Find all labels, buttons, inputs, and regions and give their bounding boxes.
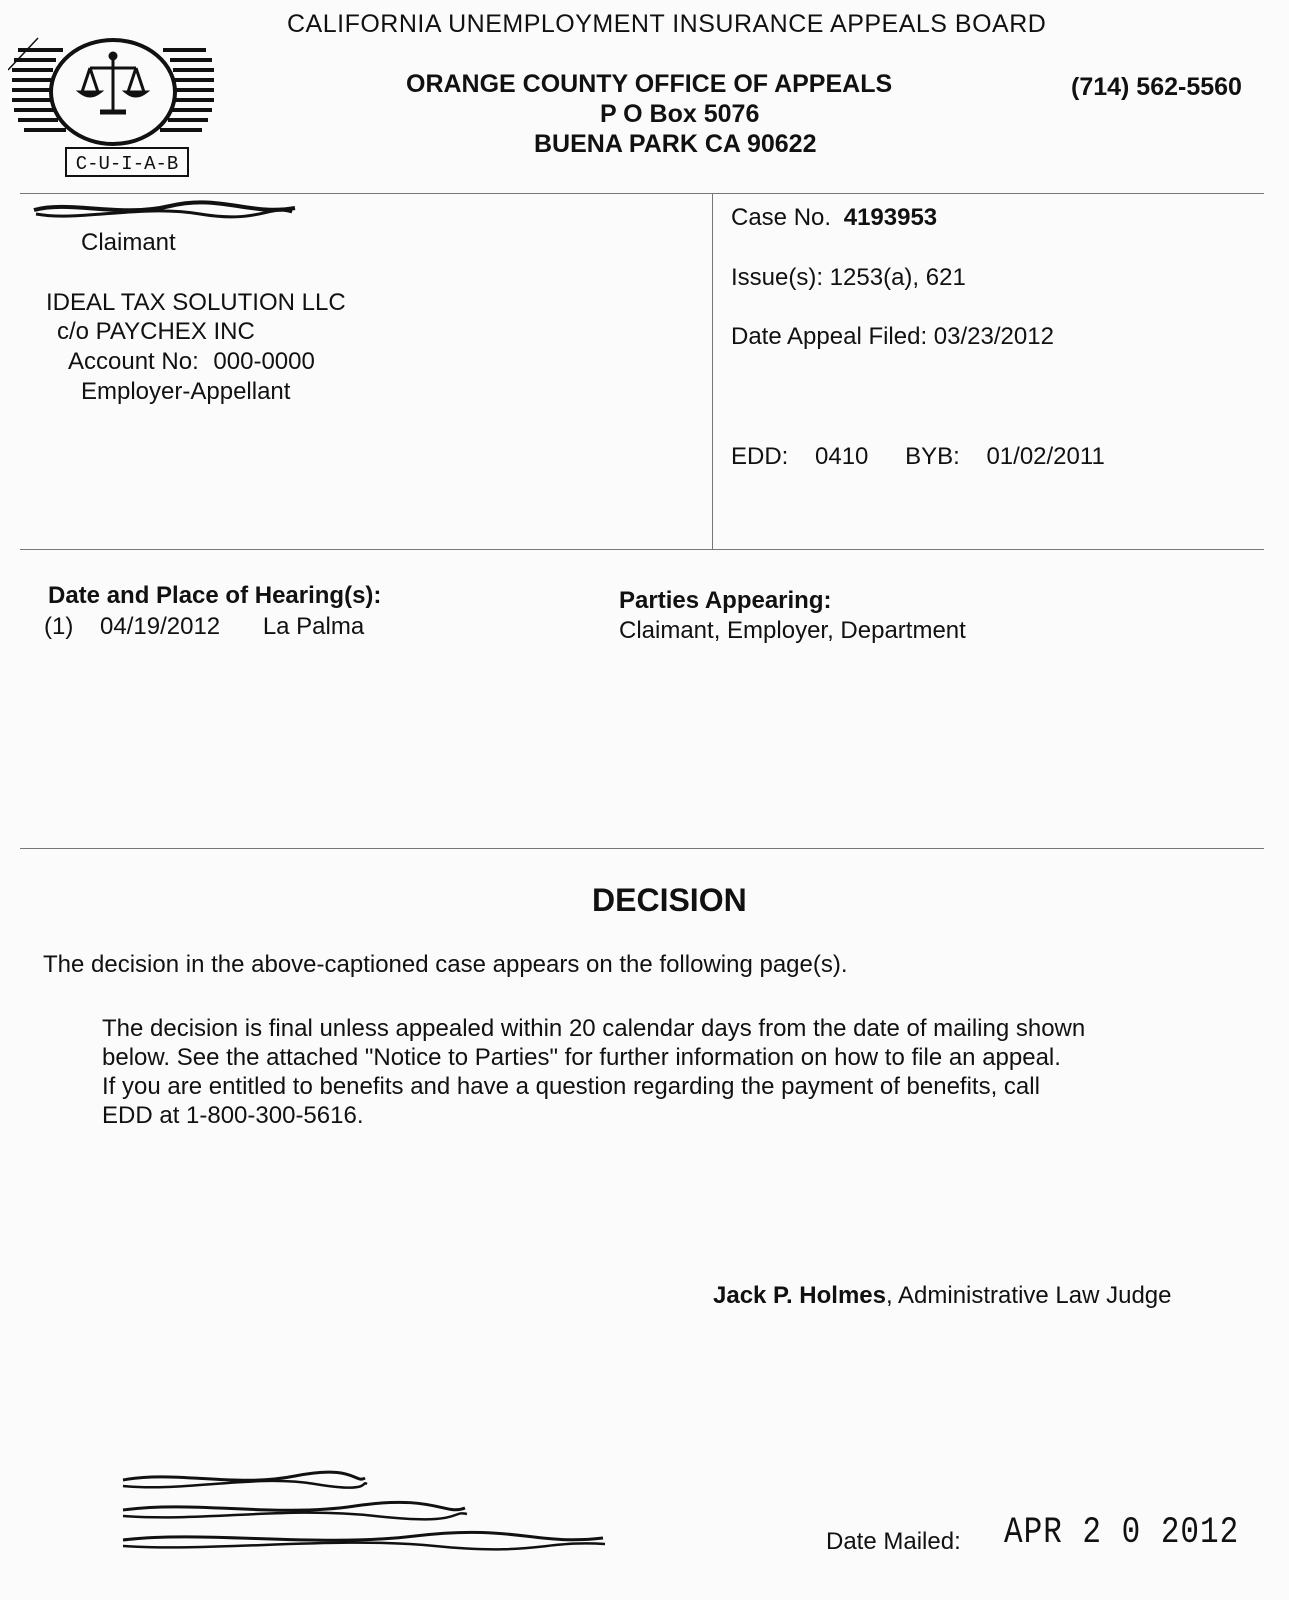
parties-appearing-heading: Parties Appearing: <box>619 587 832 614</box>
office-phone: (714) 562-5560 <box>1071 73 1242 101</box>
redacted-claimant-name <box>30 198 300 224</box>
redacted-mailing-address <box>115 1466 615 1566</box>
account-label: Account No: <box>68 348 199 375</box>
office-name: ORANGE COUNTY OFFICE OF APPEALS <box>406 70 893 98</box>
decision-line: The decision is final unless appealed within 20 calendar days from the date of mailing shown <box>102 1015 1086 1042</box>
judge-title: , Administrative Law Judge <box>886 1282 1172 1309</box>
decision-line: If you are entitled to benefits and have a question regarding the payment of benefits, call <box>102 1073 1040 1100</box>
board-title: CALIFORNIA UNEMPLOYMENT INSURANCE APPEALS BOARD <box>287 10 1047 38</box>
employer-role: Employer-Appellant <box>81 378 291 405</box>
office-po-box: P O Box 5076 <box>600 100 760 128</box>
decision-notice <box>102 1014 1085 1130</box>
decision-heading: DECISION <box>592 882 747 918</box>
date-mailed-stamp: APR 2 0 2012 <box>1004 1512 1240 1554</box>
employer-name: IDEAL TAX SOLUTION LLC <box>46 289 346 316</box>
hearing-place: La Palma <box>262 613 365 640</box>
edd-label: EDD: <box>731 443 789 470</box>
case-number-row <box>731 204 937 232</box>
case-issues: Issue(s): 1253(a), 621 <box>731 264 966 291</box>
date-mailed-label: Date Mailed: <box>826 1528 961 1555</box>
edd-byb-row <box>731 443 1105 471</box>
byb-label: BYB: <box>905 443 960 470</box>
account-number: 000-0000 <box>213 348 315 375</box>
case-number-label: Case No. <box>731 204 832 231</box>
decision-divider <box>20 848 1264 849</box>
hearing-heading: Date and Place of Hearing(s): <box>48 582 382 609</box>
logo-lettering: C-U-I-A-B <box>75 153 179 175</box>
cuiab-logo <box>8 30 218 190</box>
hearing-row <box>44 613 364 641</box>
decision-line: below. See the attached "Notice to Parties" for further information on how to file an appeal. <box>102 1044 1061 1071</box>
account-number-row <box>68 348 315 376</box>
judge-signature-line <box>713 1282 1172 1310</box>
case-number: 4193953 <box>843 204 938 231</box>
edd-value: 0410 <box>815 443 869 470</box>
hearing-index: (1) <box>44 613 74 640</box>
middle-divider <box>20 549 1264 550</box>
claimant-label: Claimant <box>81 229 176 256</box>
parties-appearing-list: Claimant, Employer, Department <box>619 617 966 644</box>
column-divider <box>712 193 713 549</box>
decision-line: EDD at 1-800-300-5616. <box>102 1102 364 1129</box>
date-appeal-filed: Date Appeal Filed: 03/23/2012 <box>731 323 1054 350</box>
top-divider <box>20 193 1264 194</box>
employer-care-of: c/o PAYCHEX INC <box>57 318 255 345</box>
decision-intro: The decision in the above-captioned case appears on the following page(s). <box>43 951 848 978</box>
byb-value: 01/02/2011 <box>986 443 1105 470</box>
judge-name: Jack P. Holmes <box>713 1282 887 1309</box>
office-city: BUENA PARK CA 90622 <box>534 130 817 158</box>
hearing-date: 04/19/2012 <box>100 613 221 640</box>
scales-of-justice-icon <box>8 30 218 190</box>
